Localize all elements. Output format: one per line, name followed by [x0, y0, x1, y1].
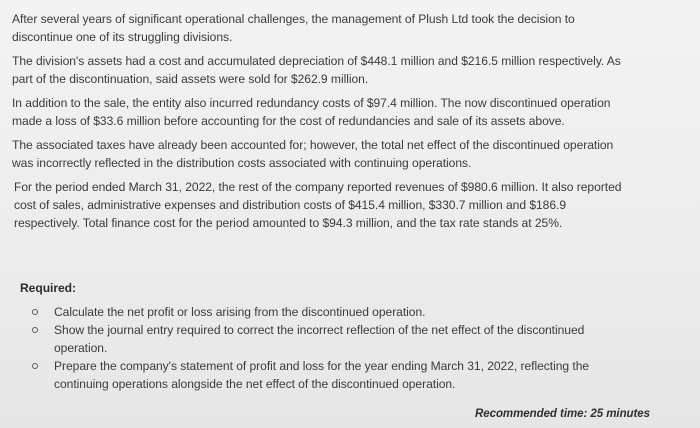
- paragraph-redundancy: [12, 94, 686, 130]
- circle-bullet-icon: [32, 309, 38, 315]
- text-line: respectively. Total finance cost for the period amounted to $94.3 million, and the tax rate stands at 25%.: [14, 216, 563, 230]
- text-line: The associated taxes have already been accounted for; however, the total net effect of the discontinued operation: [12, 138, 614, 152]
- paragraph-assets: [12, 52, 686, 88]
- text-line: The division's assets had a cost and accumulated depreciation of $448.1 million and $216.5 million respectively. As: [12, 54, 621, 68]
- text-line: cost of sales, administrative expenses and distribution costs of $415.4 million, $330.7 million and $186.9: [14, 198, 567, 212]
- recommended-time: Recommended time: 25 minutes: [475, 408, 650, 420]
- text-line: continuing operations alongside the net effect of the discontinued operation.: [54, 377, 456, 391]
- required-list: [22, 303, 662, 393]
- text-line: part of the discontinuation, said assets were sold for $262.9 million.: [12, 72, 369, 86]
- paragraph-intro: [12, 10, 686, 46]
- paragraph-taxes: [12, 136, 686, 172]
- circle-bullet-icon: [32, 363, 38, 369]
- text-line: operation.: [54, 341, 108, 355]
- circle-bullet-icon: [32, 327, 38, 333]
- text-line: After several years of significant operational challenges, the management of Plush Ltd took the decision to: [12, 12, 575, 26]
- text-line: Prepare the company's statement of profit and loss for the year ending March 31, 2022, reflecting the: [54, 359, 590, 373]
- text-line: Show the journal entry required to correct the incorrect reflection of the net effect of the discontinued: [54, 323, 585, 337]
- required-item: [22, 303, 662, 321]
- text-line: For the period ended March 31, 2022, the rest of the company reported revenues of $980.6 million. It also reported: [14, 180, 622, 194]
- required-heading: Required:: [20, 281, 76, 295]
- text-line: made a loss of $33.6 million before accounting for the cost of redundancies and sale of its assets above.: [12, 114, 565, 128]
- required-item: [22, 357, 662, 393]
- required-item: [22, 321, 662, 357]
- text-line: Calculate the net profit or loss arising from the discontinued operation.: [54, 305, 426, 319]
- text-line: was incorrectly reflected in the distribution costs associated with continuing operations.: [12, 156, 472, 170]
- text-line: discontinue one of its struggling divisions.: [12, 30, 233, 44]
- text-line: In addition to the sale, the entity also incurred redundancy costs of $97.4 million. The now discontinued operation: [12, 96, 611, 110]
- paragraph-period-results: [12, 178, 686, 232]
